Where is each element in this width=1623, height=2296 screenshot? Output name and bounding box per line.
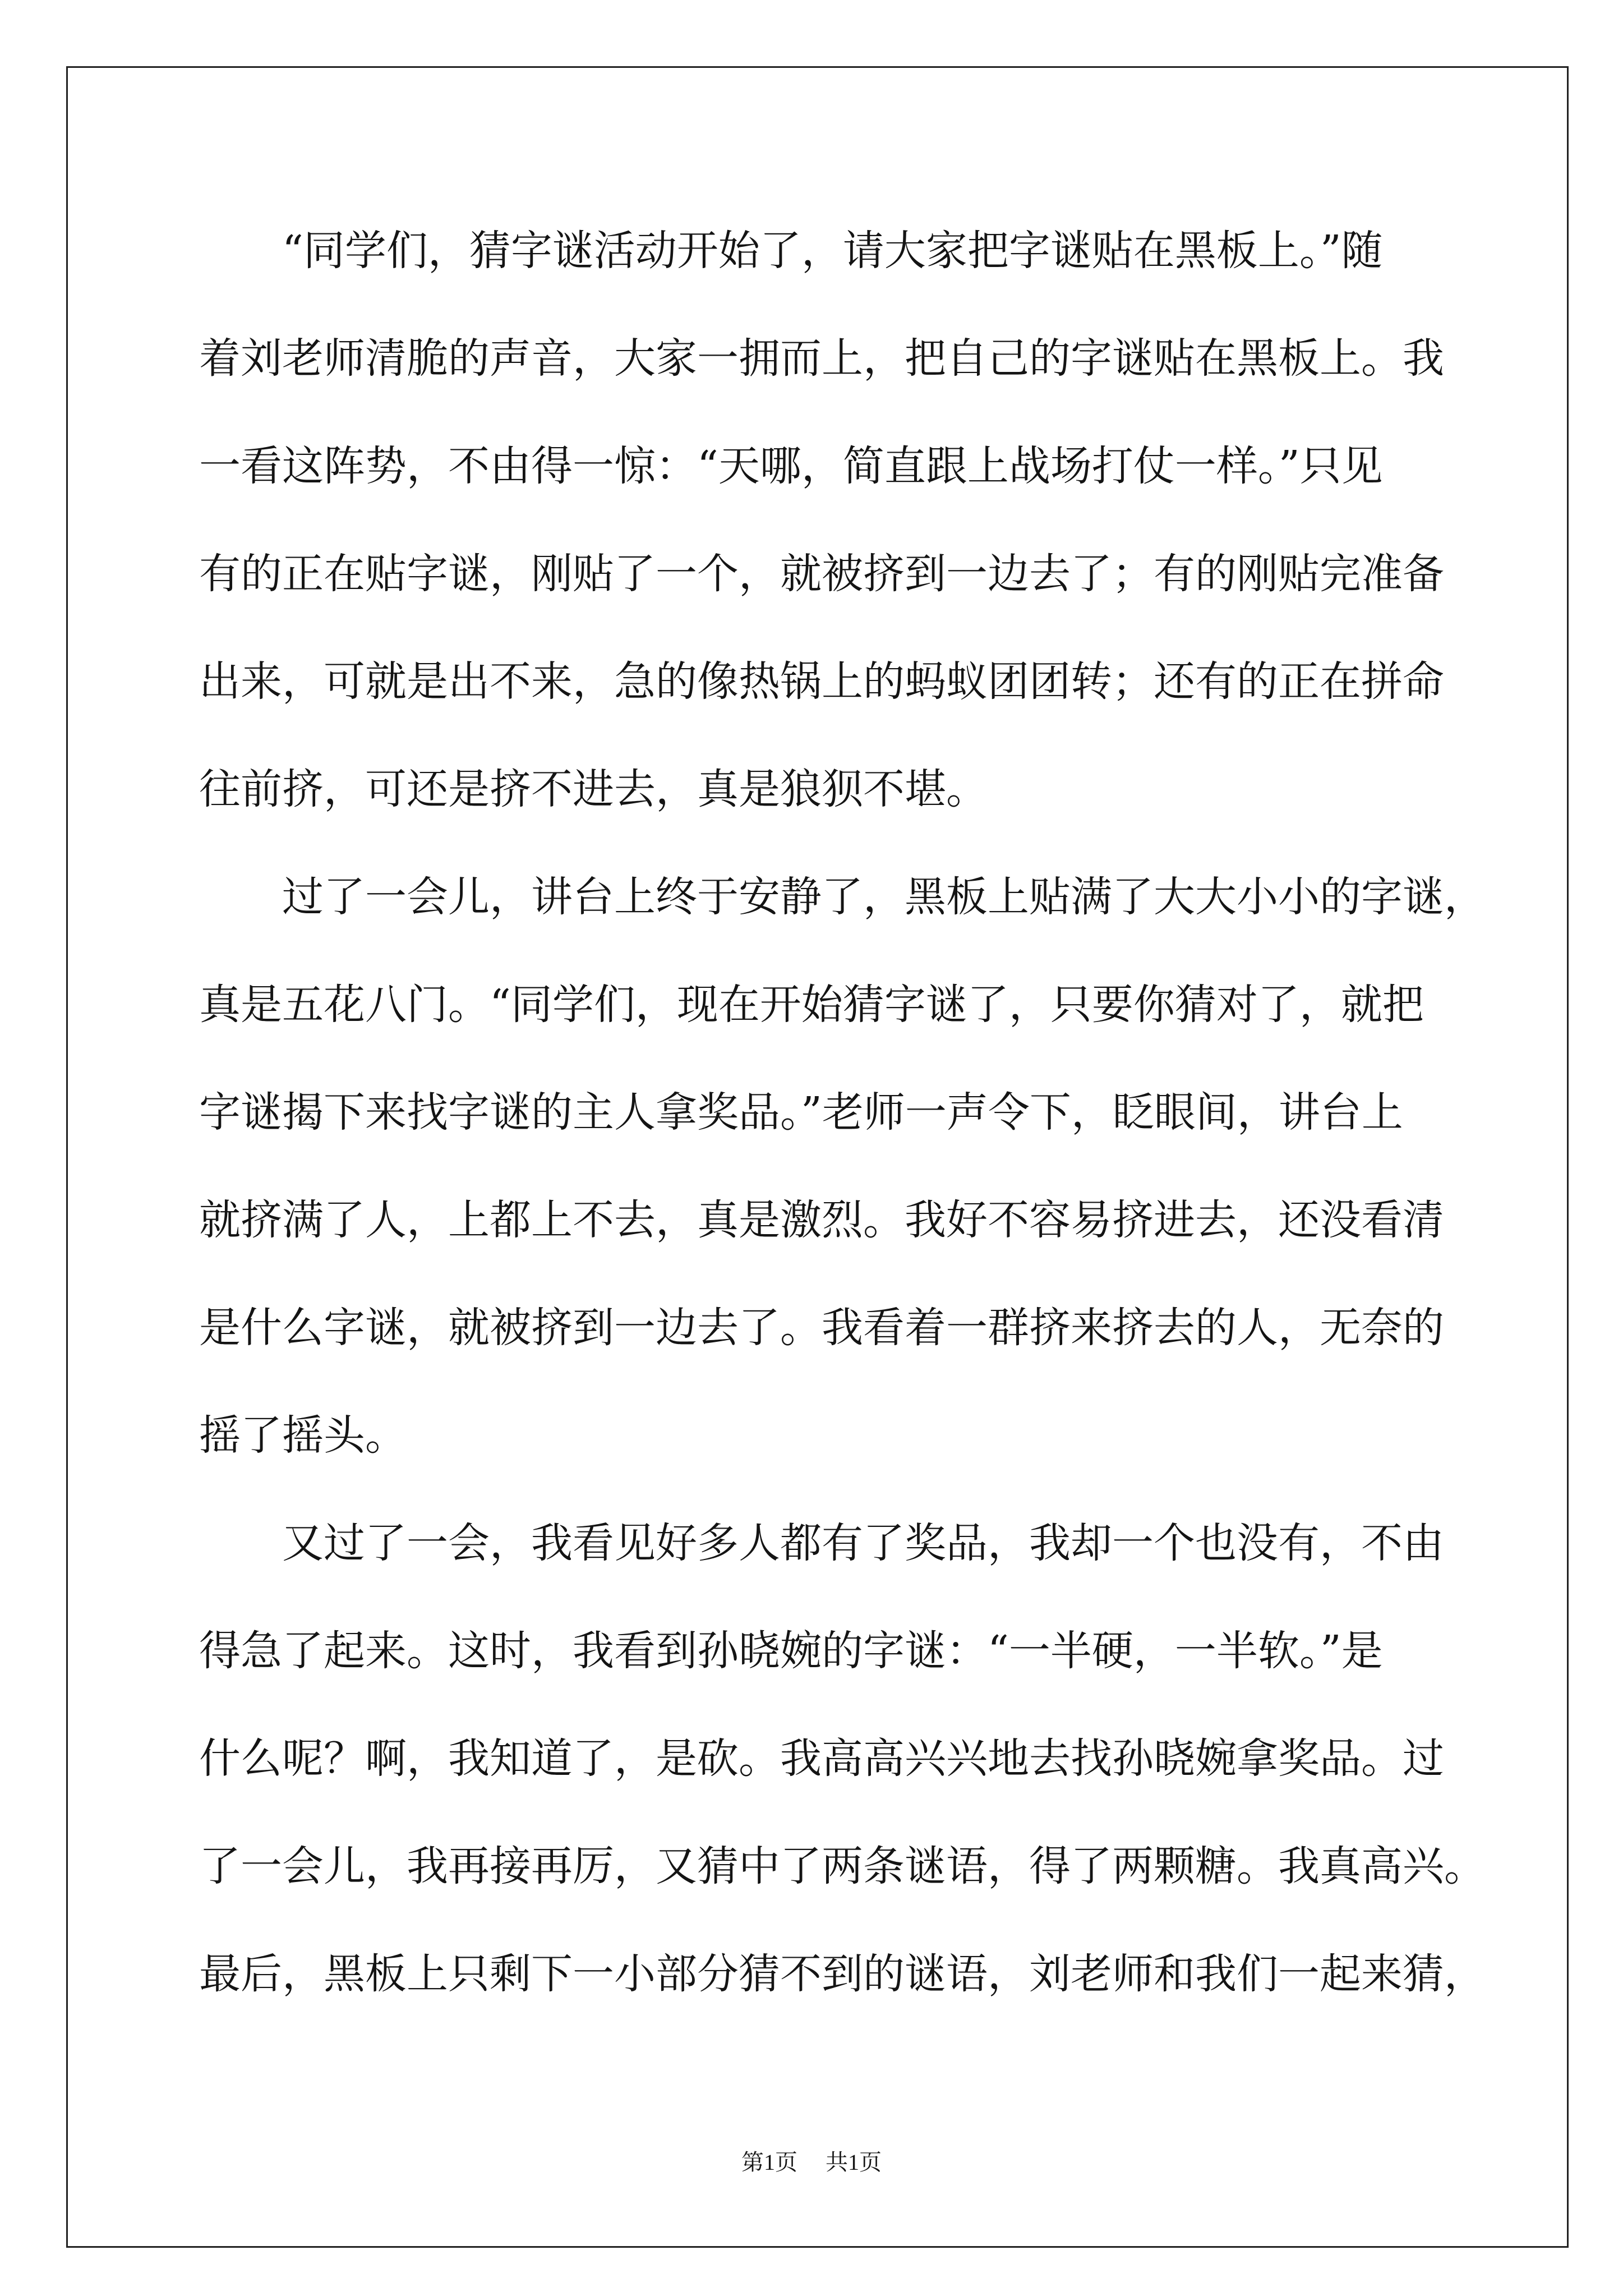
paragraph-line: 着刘老师清脆的声音，大家一拥而上，把自己的字谜贴在黑板上。我 xyxy=(199,334,1444,383)
paragraph xyxy=(199,843,1506,1489)
paragraph-line: 什么呢？啊，我知道了，是砍。我高高兴兴地去找孙晓婉拿奖品。过 xyxy=(199,1734,1444,1783)
page-total: 共1页 xyxy=(826,2150,882,2175)
paragraph-line: 出来，可就是出不来，急的像热锅上的蚂蚁团团转；还有的正在拼命 xyxy=(199,657,1444,706)
paragraph-line: 最后，黑板上只剩下一小部分猜不到的谜语，刘老师和我们一起来猜， xyxy=(199,1950,1486,1998)
paragraph-line: 一看这阵势，不由得一惊：“天哪，简直跟上战场打仗一样。”只见 xyxy=(199,442,1383,490)
paragraph-line: “同学们，猜字谜活动开始了，请大家把字谜贴在黑板上。”随 xyxy=(282,227,1383,275)
paragraph-line: 真是五花八门。“同学们，现在开始猜字谜了，只要你猜对了，就把 xyxy=(199,981,1424,1029)
page-number: 第1页 xyxy=(741,2150,797,2175)
paragraph-line: 是什么字谜，就被挤到一边去了。我看着一群挤来挤去的人，无奈的 xyxy=(199,1304,1444,1352)
document-body xyxy=(199,197,1506,2028)
paragraph-line: 过了一会儿，讲台上终于安静了，黑板上贴满了大大小小的字谜， xyxy=(282,873,1486,921)
paragraph xyxy=(199,1489,1506,2028)
paragraph-line: 字谜揭下来找字谜的主人拿奖品。”老师一声令下，眨眼间，讲台上 xyxy=(199,1088,1403,1137)
paragraph-line: 往前挤，可还是挤不进去，真是狼狈不堪。 xyxy=(199,765,988,813)
paragraph xyxy=(199,197,1506,843)
paragraph-line: 有的正在贴字谜，刚贴了一个，就被挤到一边去了；有的刚贴完准备 xyxy=(199,550,1444,598)
page-footer xyxy=(0,2148,1623,2177)
paragraph-line: 又过了一会，我看见好多人都有了奖品，我却一个也没有，不由 xyxy=(282,1519,1444,1567)
paragraph-line: 摇了摇头。 xyxy=(199,1411,407,1460)
paragraph-line: 就挤满了人，上都上不去，真是激烈。我好不容易挤进去，还没看清 xyxy=(199,1196,1444,1244)
paragraph-line: 了一会儿，我再接再厉，又猜中了两条谜语，得了两颗糖。我真高兴。 xyxy=(199,1842,1486,1890)
paragraph-line: 得急了起来。这时，我看到孙晓婉的字谜：“一半硬，一半软。”是 xyxy=(199,1627,1383,1675)
